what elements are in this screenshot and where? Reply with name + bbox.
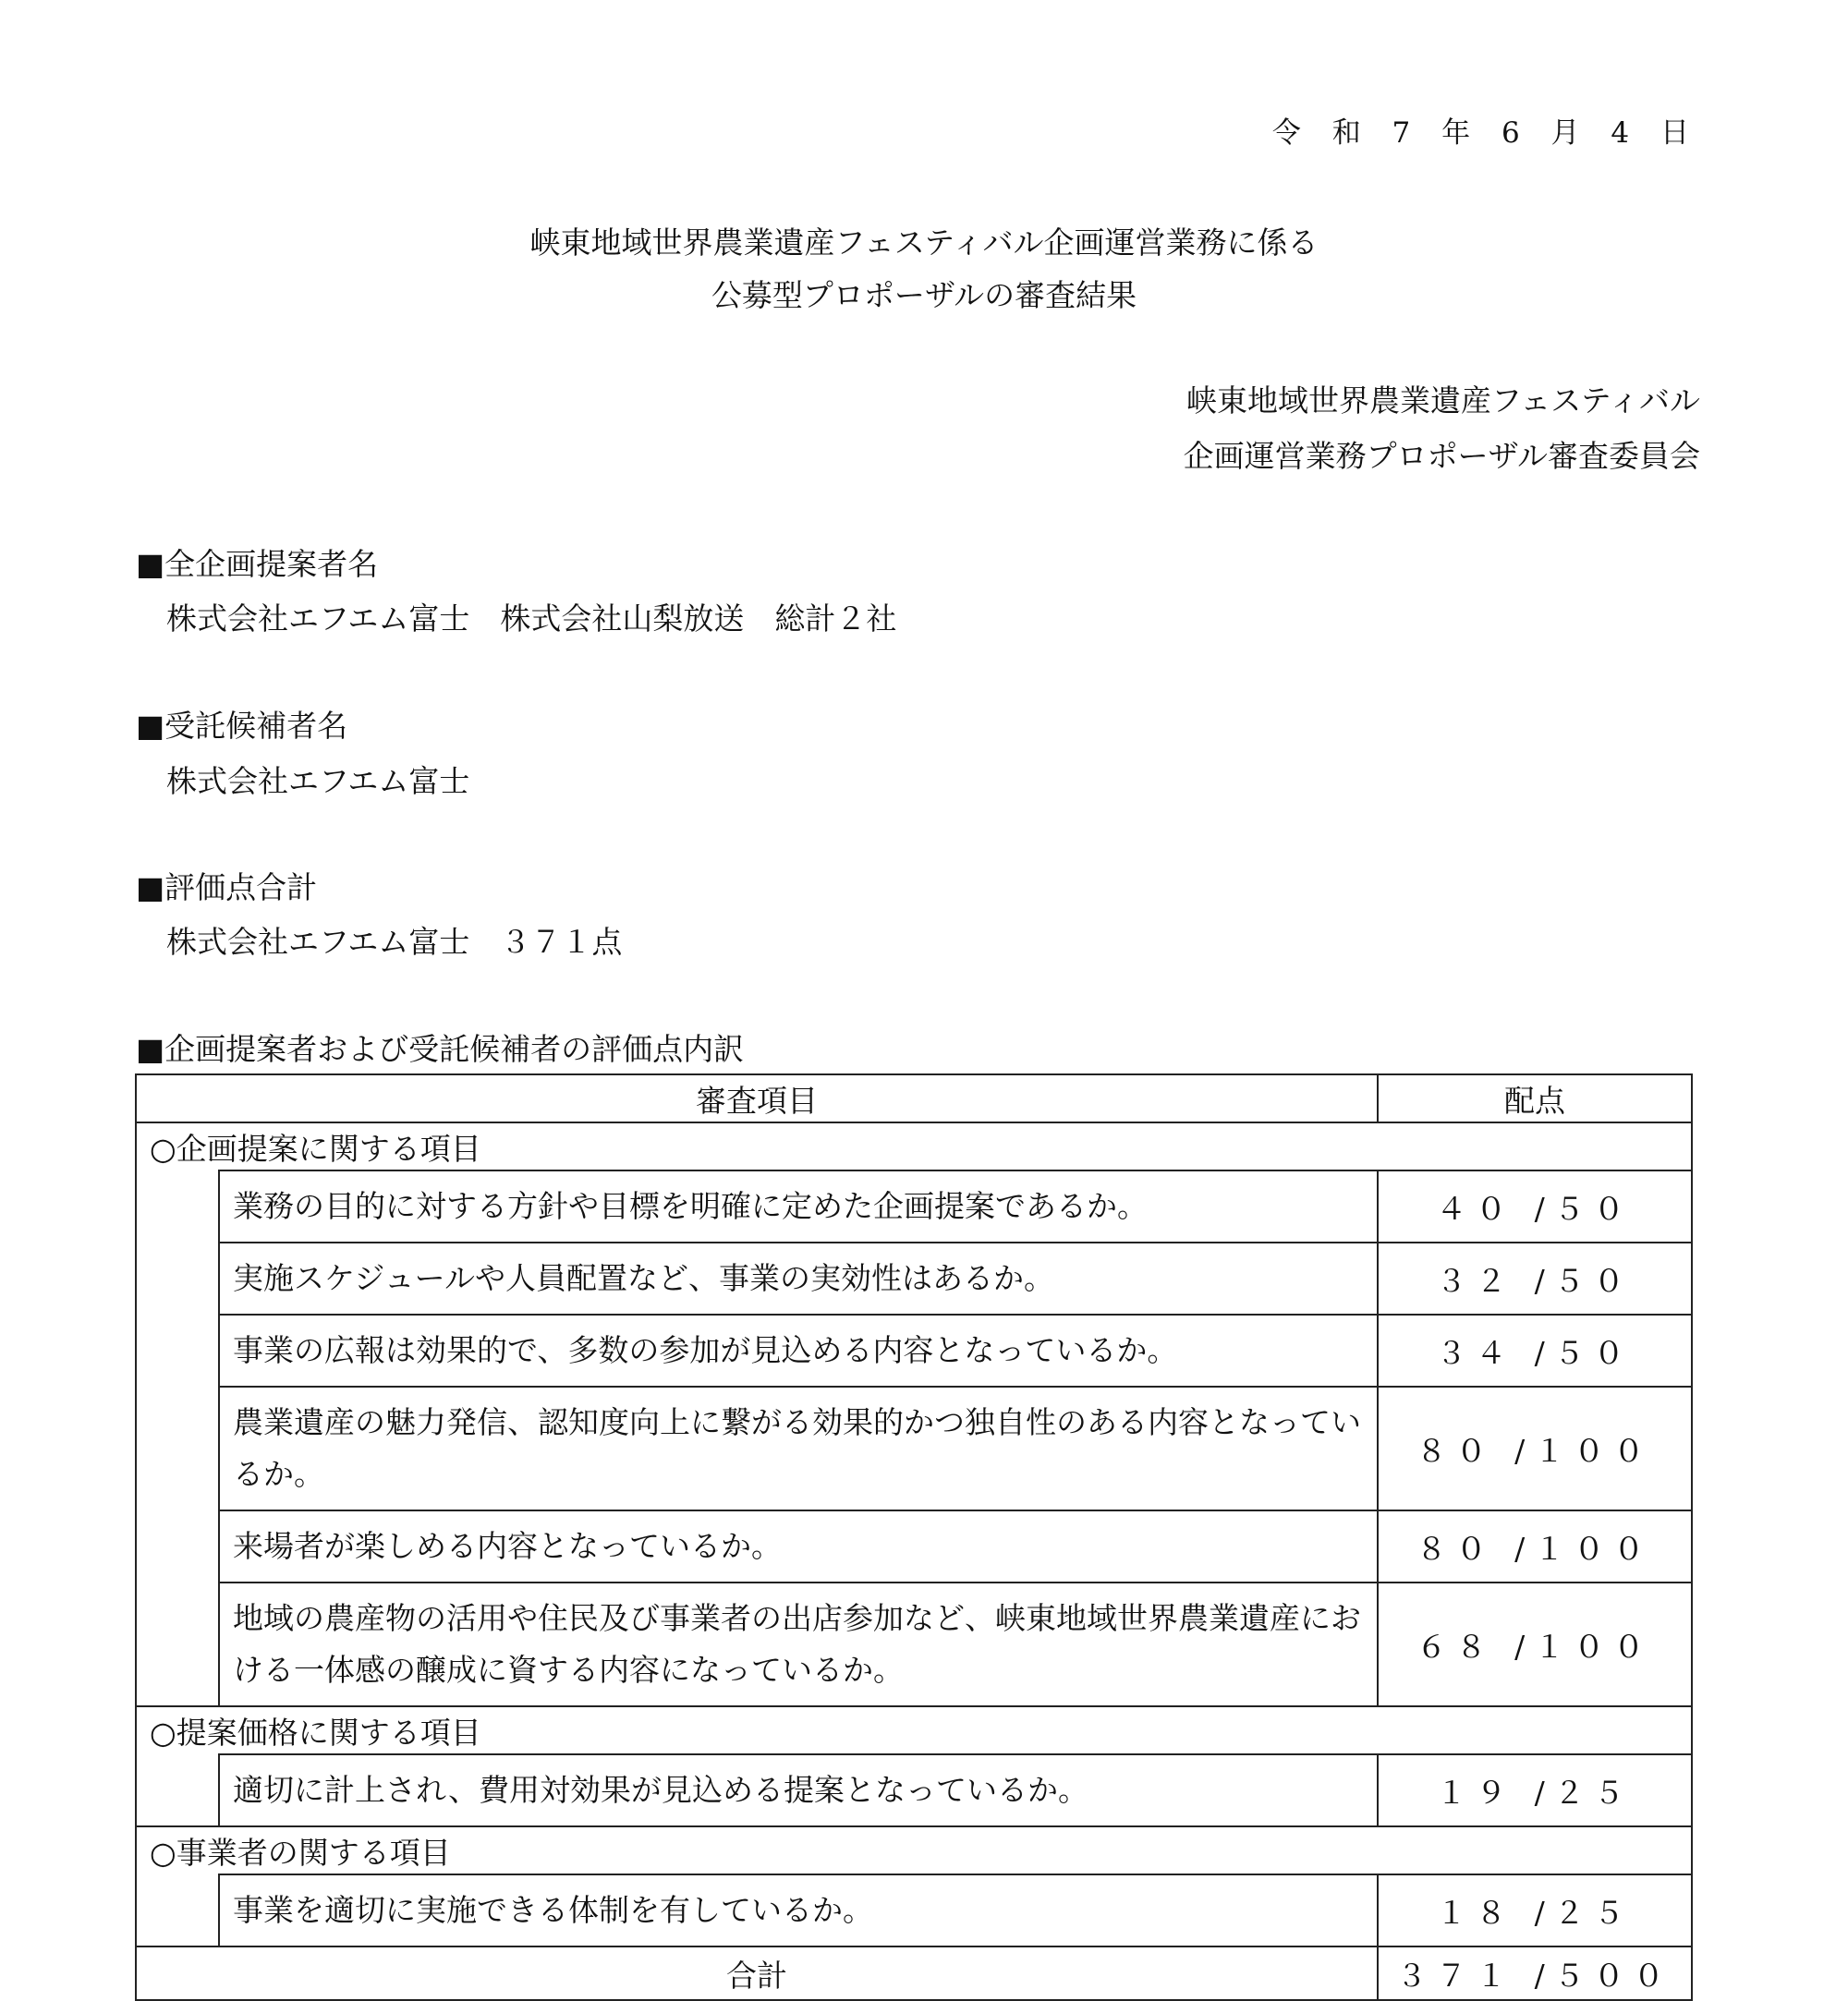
table-row (136, 1510, 1692, 1583)
criteria-score: ６８ /１００ (1378, 1583, 1692, 1706)
category-label: ○提案価格に関する項目 (136, 1706, 1692, 1754)
selected-candidate-heading: ■受託候補者名 (136, 708, 348, 744)
table-header-row (136, 1074, 1692, 1122)
table-row (136, 1583, 1692, 1706)
category-row (136, 1826, 1692, 1874)
total-score-heading: ■評価点合計 (136, 869, 318, 905)
criteria-text: 実施スケジュールや人員配置など、事業の実効性はあるか。 (219, 1243, 1378, 1315)
criteria-text: 事業を適切に実施できる体制を有しているか。 (219, 1874, 1378, 1946)
criteria-score: ８０ /１００ (1378, 1510, 1692, 1583)
category-row (136, 1706, 1692, 1754)
criteria-text: 業務の目的に対する方針や目標を明確に定めた企画提案であるか。 (219, 1170, 1378, 1243)
indent-cell (136, 1170, 219, 1706)
criteria-text: 農業遺産の魅力発信、認知度向上に繋がる効果的かつ独自性のある内容となっているか。 (219, 1387, 1378, 1510)
total-score-value: 株式会社エフエム富士 ３７１点 (166, 924, 623, 960)
document-title-line-1: 峡東地域世界農業遺産フェスティバル企画運営業務に係る (529, 224, 1319, 261)
table-row (136, 1315, 1692, 1387)
document-title-line-2: 公募型プロポーザルの審査結果 (711, 277, 1137, 313)
header-item: 審査項目 (136, 1074, 1378, 1122)
criteria-score: １９ /２５ (1378, 1754, 1692, 1826)
total-score: ３７１ /５００ (1378, 1946, 1692, 2000)
category-row (136, 1122, 1692, 1170)
all-proposers-heading: ■全企画提案者名 (136, 546, 379, 582)
indent-cell (136, 1874, 219, 1946)
score-breakdown-heading: ■企画提案者および受託候補者の評価点内訳 (136, 1031, 745, 1067)
header-score: 配点 (1378, 1074, 1692, 1122)
score-breakdown-table (135, 1073, 1693, 2001)
committee-name-line-1: 峡東地域世界農業遺産フェスティバル (1185, 382, 1700, 418)
criteria-text: 地域の農産物の活用や住民及び事業者の出店参加など、峡東地域世界農業遺産における一体感の醸成に資する内容になっているか。 (219, 1583, 1378, 1706)
criteria-text: 適切に計上され、費用対効果が見込める提案となっているか。 (219, 1754, 1378, 1826)
total-label: 合計 (136, 1946, 1378, 2000)
criteria-text: 事業の広報は効果的で、多数の参加が見込める内容となっているか。 (219, 1315, 1378, 1387)
criteria-score: ３４ /５０ (1378, 1315, 1692, 1387)
table-row (136, 1243, 1692, 1315)
total-row (136, 1946, 1692, 2000)
criteria-text: 来場者が楽しめる内容となっているか。 (219, 1510, 1378, 1583)
table-row (136, 1874, 1692, 1946)
table-row (136, 1387, 1692, 1510)
category-label: ○事業者の関する項目 (136, 1826, 1692, 1874)
indent-cell (136, 1754, 219, 1826)
criteria-score: ８０ /１００ (1378, 1387, 1692, 1510)
all-proposers-list: 株式会社エフエム富士 株式会社山梨放送 総計２社 (166, 600, 897, 637)
committee-name-line-2: 企画運営業務プロポーザル審査委員会 (1183, 438, 1700, 474)
selected-candidate-name: 株式会社エフエム富士 (166, 763, 470, 799)
table-row (136, 1170, 1692, 1243)
document-date: 令 和 7 年 6 月 4 日 (1271, 116, 1700, 150)
table-row (136, 1754, 1692, 1826)
criteria-score: ３２ /５０ (1378, 1243, 1692, 1315)
criteria-score: １８ /２５ (1378, 1874, 1692, 1946)
category-label: ○企画提案に関する項目 (136, 1122, 1692, 1170)
criteria-score: ４０ /５０ (1378, 1170, 1692, 1243)
